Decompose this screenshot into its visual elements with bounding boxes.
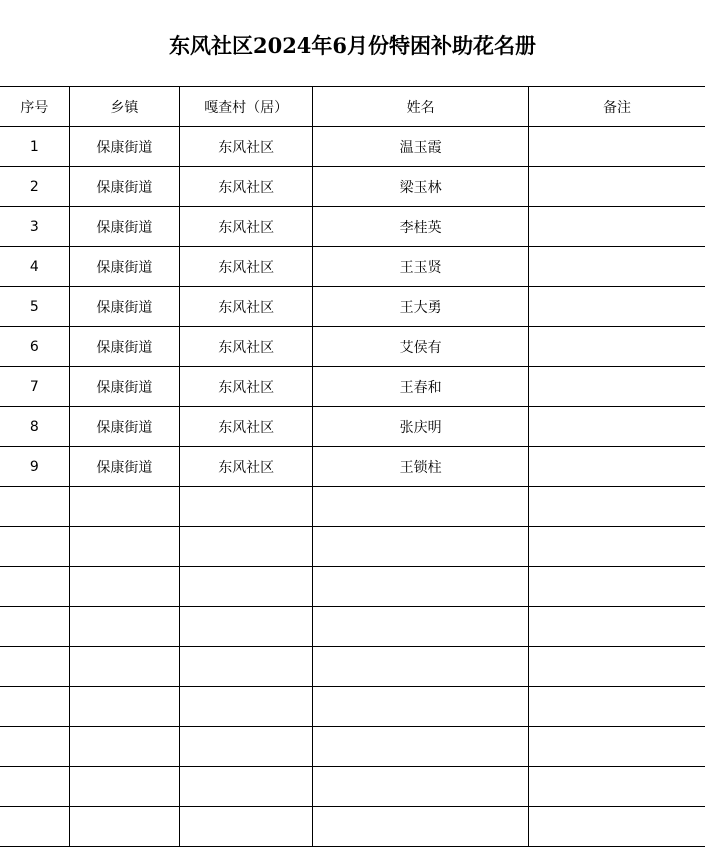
cell-index bbox=[0, 527, 69, 567]
cell-township: 保康街道 bbox=[69, 247, 179, 287]
table-header-row bbox=[0, 87, 705, 127]
cell-village: 东风社区 bbox=[180, 447, 313, 487]
cell-township bbox=[69, 727, 179, 767]
cell-remarks bbox=[528, 567, 705, 607]
cell-index: 1 bbox=[0, 127, 69, 167]
cell-index bbox=[0, 767, 69, 807]
cell-village: 东风社区 bbox=[180, 167, 313, 207]
cell-name bbox=[313, 487, 529, 527]
table-row bbox=[0, 767, 705, 807]
cell-village: 东风社区 bbox=[180, 407, 313, 447]
cell-village bbox=[180, 767, 313, 807]
cell-name: 王玉贤 bbox=[313, 247, 529, 287]
cell-village bbox=[180, 687, 313, 727]
cell-village bbox=[180, 727, 313, 767]
cell-remarks bbox=[528, 647, 705, 687]
cell-village bbox=[180, 567, 313, 607]
cell-index: 2 bbox=[0, 167, 69, 207]
table-row bbox=[0, 527, 705, 567]
cell-index: 3 bbox=[0, 207, 69, 247]
cell-remarks bbox=[528, 607, 705, 647]
cell-township: 保康街道 bbox=[69, 407, 179, 447]
table-row bbox=[0, 567, 705, 607]
cell-township bbox=[69, 527, 179, 567]
cell-name: 梁玉林 bbox=[313, 167, 529, 207]
cell-index: 9 bbox=[0, 447, 69, 487]
cell-township: 保康街道 bbox=[69, 447, 179, 487]
cell-name: 王锁柱 bbox=[313, 447, 529, 487]
cell-remarks bbox=[528, 767, 705, 807]
cell-index: 6 bbox=[0, 327, 69, 367]
cell-township: 保康街道 bbox=[69, 327, 179, 367]
cell-remarks bbox=[528, 207, 705, 247]
table-row bbox=[0, 167, 705, 207]
cell-village: 东风社区 bbox=[180, 127, 313, 167]
header-index: 序号 bbox=[0, 87, 69, 127]
table-row bbox=[0, 607, 705, 647]
table-row bbox=[0, 807, 705, 847]
cell-name: 张庆明 bbox=[313, 407, 529, 447]
cell-village bbox=[180, 527, 313, 567]
cell-remarks bbox=[528, 287, 705, 327]
cell-index: 5 bbox=[0, 287, 69, 327]
cell-name bbox=[313, 767, 529, 807]
cell-name: 艾侯有 bbox=[313, 327, 529, 367]
cell-village: 东风社区 bbox=[180, 207, 313, 247]
document-title: 东风社区2024年6月份特困补助花名册 bbox=[168, 33, 537, 58]
cell-name bbox=[313, 807, 529, 847]
cell-township: 保康街道 bbox=[69, 367, 179, 407]
cell-name bbox=[313, 727, 529, 767]
roster-table bbox=[0, 86, 705, 847]
cell-index: 7 bbox=[0, 367, 69, 407]
table-row bbox=[0, 447, 705, 487]
cell-township bbox=[69, 567, 179, 607]
cell-index bbox=[0, 687, 69, 727]
cell-village: 东风社区 bbox=[180, 287, 313, 327]
cell-remarks bbox=[528, 807, 705, 847]
cell-village: 东风社区 bbox=[180, 367, 313, 407]
cell-remarks bbox=[528, 367, 705, 407]
cell-index: 8 bbox=[0, 407, 69, 447]
cell-township bbox=[69, 607, 179, 647]
cell-name bbox=[313, 647, 529, 687]
cell-index bbox=[0, 727, 69, 767]
cell-name bbox=[313, 607, 529, 647]
cell-village bbox=[180, 807, 313, 847]
cell-township: 保康街道 bbox=[69, 127, 179, 167]
cell-remarks bbox=[528, 327, 705, 367]
cell-village bbox=[180, 487, 313, 527]
table-row bbox=[0, 327, 705, 367]
cell-name: 李桂英 bbox=[313, 207, 529, 247]
cell-remarks bbox=[528, 127, 705, 167]
table-row bbox=[0, 207, 705, 247]
cell-name: 王大勇 bbox=[313, 287, 529, 327]
header-village: 嘎查村（居） bbox=[180, 87, 313, 127]
cell-name bbox=[313, 567, 529, 607]
cell-index bbox=[0, 807, 69, 847]
cell-remarks bbox=[528, 247, 705, 287]
cell-index: 4 bbox=[0, 247, 69, 287]
cell-index bbox=[0, 607, 69, 647]
table-row bbox=[0, 687, 705, 727]
table-row bbox=[0, 287, 705, 327]
table-row bbox=[0, 487, 705, 527]
cell-village bbox=[180, 647, 313, 687]
cell-remarks bbox=[528, 167, 705, 207]
table-row bbox=[0, 407, 705, 447]
cell-name: 王春和 bbox=[313, 367, 529, 407]
cell-index bbox=[0, 647, 69, 687]
cell-name: 温玉霞 bbox=[313, 127, 529, 167]
cell-remarks bbox=[528, 487, 705, 527]
cell-township: 保康街道 bbox=[69, 207, 179, 247]
cell-township bbox=[69, 807, 179, 847]
header-name: 姓名 bbox=[313, 87, 529, 127]
cell-township: 保康街道 bbox=[69, 167, 179, 207]
header-township: 乡镇 bbox=[69, 87, 179, 127]
cell-township: 保康街道 bbox=[69, 287, 179, 327]
table-row bbox=[0, 247, 705, 287]
cell-remarks bbox=[528, 407, 705, 447]
table-row bbox=[0, 367, 705, 407]
table-row bbox=[0, 647, 705, 687]
cell-township bbox=[69, 687, 179, 727]
cell-index bbox=[0, 487, 69, 527]
cell-township bbox=[69, 767, 179, 807]
table-body bbox=[0, 127, 705, 847]
cell-index bbox=[0, 567, 69, 607]
cell-name bbox=[313, 527, 529, 567]
cell-village: 东风社区 bbox=[180, 327, 313, 367]
cell-remarks bbox=[528, 447, 705, 487]
cell-remarks bbox=[528, 527, 705, 567]
cell-name bbox=[313, 687, 529, 727]
cell-township bbox=[69, 487, 179, 527]
header-remarks: 备注 bbox=[528, 87, 705, 127]
cell-village: 东风社区 bbox=[180, 247, 313, 287]
cell-remarks bbox=[528, 727, 705, 767]
cell-village bbox=[180, 607, 313, 647]
cell-township bbox=[69, 647, 179, 687]
table-row bbox=[0, 127, 705, 167]
cell-remarks bbox=[528, 687, 705, 727]
table-row bbox=[0, 727, 705, 767]
